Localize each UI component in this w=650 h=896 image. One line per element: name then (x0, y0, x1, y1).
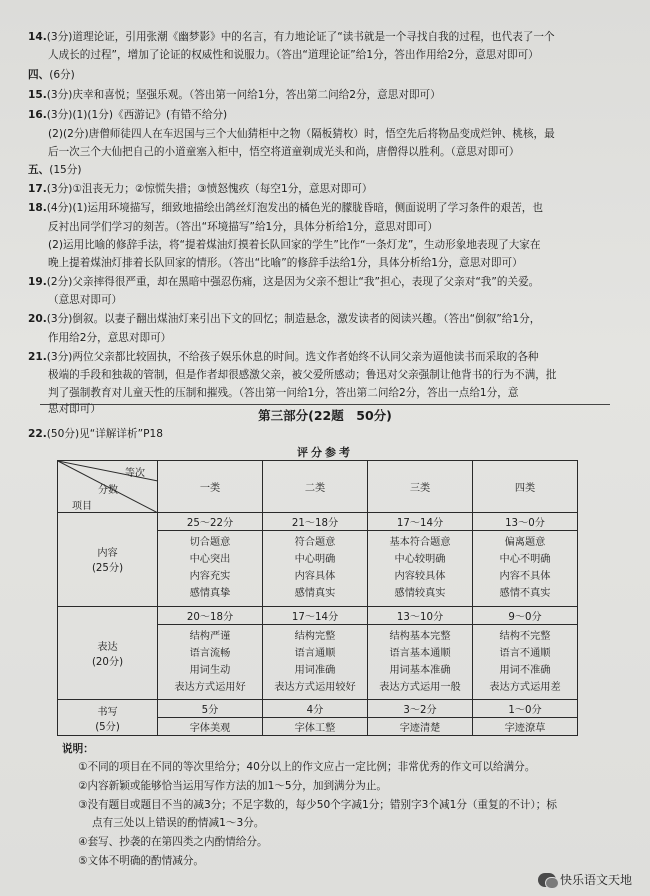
answer-line: （意思对即可） (48, 294, 123, 306)
watermark-text: 快乐语文天地 (559, 873, 632, 887)
header-grade-label: 等次 (125, 468, 145, 479)
criteria-cell: 字体美观 (158, 718, 263, 736)
answer-line: 15.(3分)庆幸和喜悦；坚强乐观。（答出第一问给1分，答出第二问给2分，意思对即可） (28, 89, 441, 101)
answer-line: (2)(2分)唐僧师徒四人在车迟国与三个大仙猜柜中之物（隔板猜枚）时，悟空先后将物品变成烂钟、桃核，最 (48, 128, 555, 140)
answer-line: 判了强制教育对儿童天性的压制和摧残。（答出第一问给1分，答出第二问给2分，答出一点给1分，意 (48, 387, 519, 399)
watermark (538, 871, 632, 888)
score-cell: 9～0分 (473, 606, 578, 624)
writing-score-row (58, 700, 578, 718)
q22-line: 22.(50分)见“详解详析”P18 (28, 428, 163, 440)
content-points: (25分) (91, 563, 124, 575)
answer-line: (2)运用比喻的修辞手法，将“提着煤油灯摸着长队回家的学生”比作“一条灯龙”，生动形象地表现了大家在 (48, 239, 541, 251)
score-cell: 20～18分 (158, 606, 263, 624)
section-heading: 五、(15分) (28, 164, 82, 176)
answer-line: 14.(3分)道理论证，引用张潮《幽梦影》中的名言，有力地论证了“读书就是一个寻找自我的过程，也代表了一个 (28, 31, 555, 43)
expression-points: (20分) (91, 656, 124, 668)
note-item: ①不同的项目在不同的等次里给分；40分以上的作文应占一定比例；非常优秀的作文可以给满分。 (78, 761, 536, 773)
answer-line: 反衬出同学们学习的刻苦。（答出“环境描写”给1分，具体分析给1分，意思对即可） (48, 221, 438, 233)
criteria-cell: 结构严谨 语言流畅 用词生动 表达方式运用好 (158, 624, 263, 700)
grade-header: 四类 (473, 461, 578, 513)
note-item: ⑤文体不明确的酌情减分。 (78, 855, 205, 867)
grade-header: 二类 (263, 461, 368, 513)
score-cell: 5分 (158, 700, 263, 718)
criteria-cell: 结构不完整 语言不通顺 用词不准确 表达方式运用差 (473, 624, 578, 700)
score-cell: 25～22分 (158, 513, 263, 531)
answer-line: 思对即可） (48, 403, 101, 415)
grade-header-row (58, 461, 578, 513)
answer-line: 18.(4分)(1)运用环境描写，细致地描绘出鸽丝灯泡发出的橘色光的朦胧昏暗，侧面说明了学习条件的艰苦，也 (28, 202, 543, 214)
expression-label-cell (58, 606, 158, 700)
content-score-row (58, 513, 578, 531)
criteria-cell: 基本符合题意 中心较明确 内容较具体 感情较真实 (368, 531, 473, 607)
answer-line: 作用给2分，意思对即可） (48, 332, 172, 344)
grade-header: 一类 (158, 461, 263, 513)
criteria-cell: 字迹潦草 (473, 718, 578, 736)
header-item-label: 项目 (72, 501, 92, 512)
writing-label-cell (58, 700, 158, 736)
answer-line: 20.(3分)倒叙。以妻子翻出煤油灯来引出下文的回忆；制造悬念，激发读者的阅读兴趣。（答出“倒叙”给1分， (28, 313, 541, 325)
score-cell: 1～0分 (473, 700, 578, 718)
answer-line: 19.(2分)父亲摔得很严重，却在黑暗中强忍伤痛，这是因为父亲不想让“我”担心，表现了父亲对“我”的关爱。 (28, 276, 540, 288)
grade-header: 三类 (368, 461, 473, 513)
score-cell: 3～2分 (368, 700, 473, 718)
note-item: 点有三处以上错误的酌情减1～3分。 (92, 817, 265, 829)
criteria-cell: 结构基本完整 语言基本通顺 用词基本准确 表达方式运用一般 (368, 624, 473, 700)
answer-line: 人成长的过程”，增加了论证的权威性和说服力。（答出“道理论证”给1分，答出作用给2分，意思对即可） (48, 49, 539, 61)
score-cell: 13～0分 (473, 513, 578, 531)
section-heading: 四、(6分) (28, 69, 75, 81)
diagonal-header-cell (58, 461, 158, 513)
score-cell: 21～18分 (263, 513, 368, 531)
answer-line: 后一次三个大仙把自己的小道童塞入柜中，悟空将道童剃成光头和尚，唐僧得以胜利。（意思对即可） (48, 146, 520, 158)
answer-line: 晚上提着煤油灯排着长队回家的情形。（答出“比喻”的修辞手法给1分，具体分析给1分，意思对即可） (48, 257, 523, 269)
criteria-cell: 字迹清楚 (368, 718, 473, 736)
answer-line: 21.(3分)两位父亲都比较固执，不给孩子娱乐休息的时间。选文作者始终不认同父亲为逼他读书而采取的各种 (28, 351, 539, 363)
content-label-cell (58, 513, 158, 607)
grading-table (57, 460, 578, 736)
answer-line: 极端的手段和独裁的管制，但是作者却很感激父亲，被父爱所感动；鲁迅对父亲强制让他背书的行为不满，批 (48, 369, 557, 381)
section3-heading: 第三部分(22题 50分) (40, 404, 610, 427)
score-cell: 17～14分 (263, 606, 368, 624)
criteria-cell: 切合题意 中心突出 内容充实 感情真挚 (158, 531, 263, 607)
note-item: ④套写、抄袭的在第四类之内酌情给分。 (78, 836, 268, 848)
criteria-cell: 字体工整 (263, 718, 368, 736)
expression-score-row (58, 606, 578, 624)
criteria-cell: 偏离题意 中心不明确 内容不具体 感情不真实 (473, 531, 578, 607)
wechat-icon (538, 873, 556, 887)
score-cell: 17～14分 (368, 513, 473, 531)
criteria-cell: 结构完整 语言通顺 用词准确 表达方式运用较好 (263, 624, 368, 700)
grading-title: 评分参考 (297, 446, 353, 459)
answer-line: 16.(3分)(1)(1分)《西游记》(有错不给分) (28, 109, 228, 121)
score-cell: 13～10分 (368, 606, 473, 624)
content-label: 内容 (97, 548, 118, 560)
score-cell: 4分 (263, 700, 368, 718)
note-item: ②内容新颖或能够恰当运用写作方法的加1～5分，加到满分为止。 (78, 780, 388, 792)
note-item: ③没有题目或题目不当的减3分；不足字数的，每少50个字减1分；错别字3个减1分（重复的不计）；标 (78, 799, 557, 811)
writing-points: (5分) (95, 721, 120, 733)
expression-label: 表达 (97, 641, 118, 653)
criteria-cell: 符合题意 中心明确 内容具体 感情真实 (263, 531, 368, 607)
answer-line: 17.(3分)①沮丧无力；②惊慌失措；③愤怒愧疚（每空1分，意思对即可） (28, 183, 373, 195)
writing-label: 书写 (97, 706, 118, 718)
header-score-label: 分数 (98, 485, 118, 496)
notes-title: 说明： (62, 743, 94, 755)
